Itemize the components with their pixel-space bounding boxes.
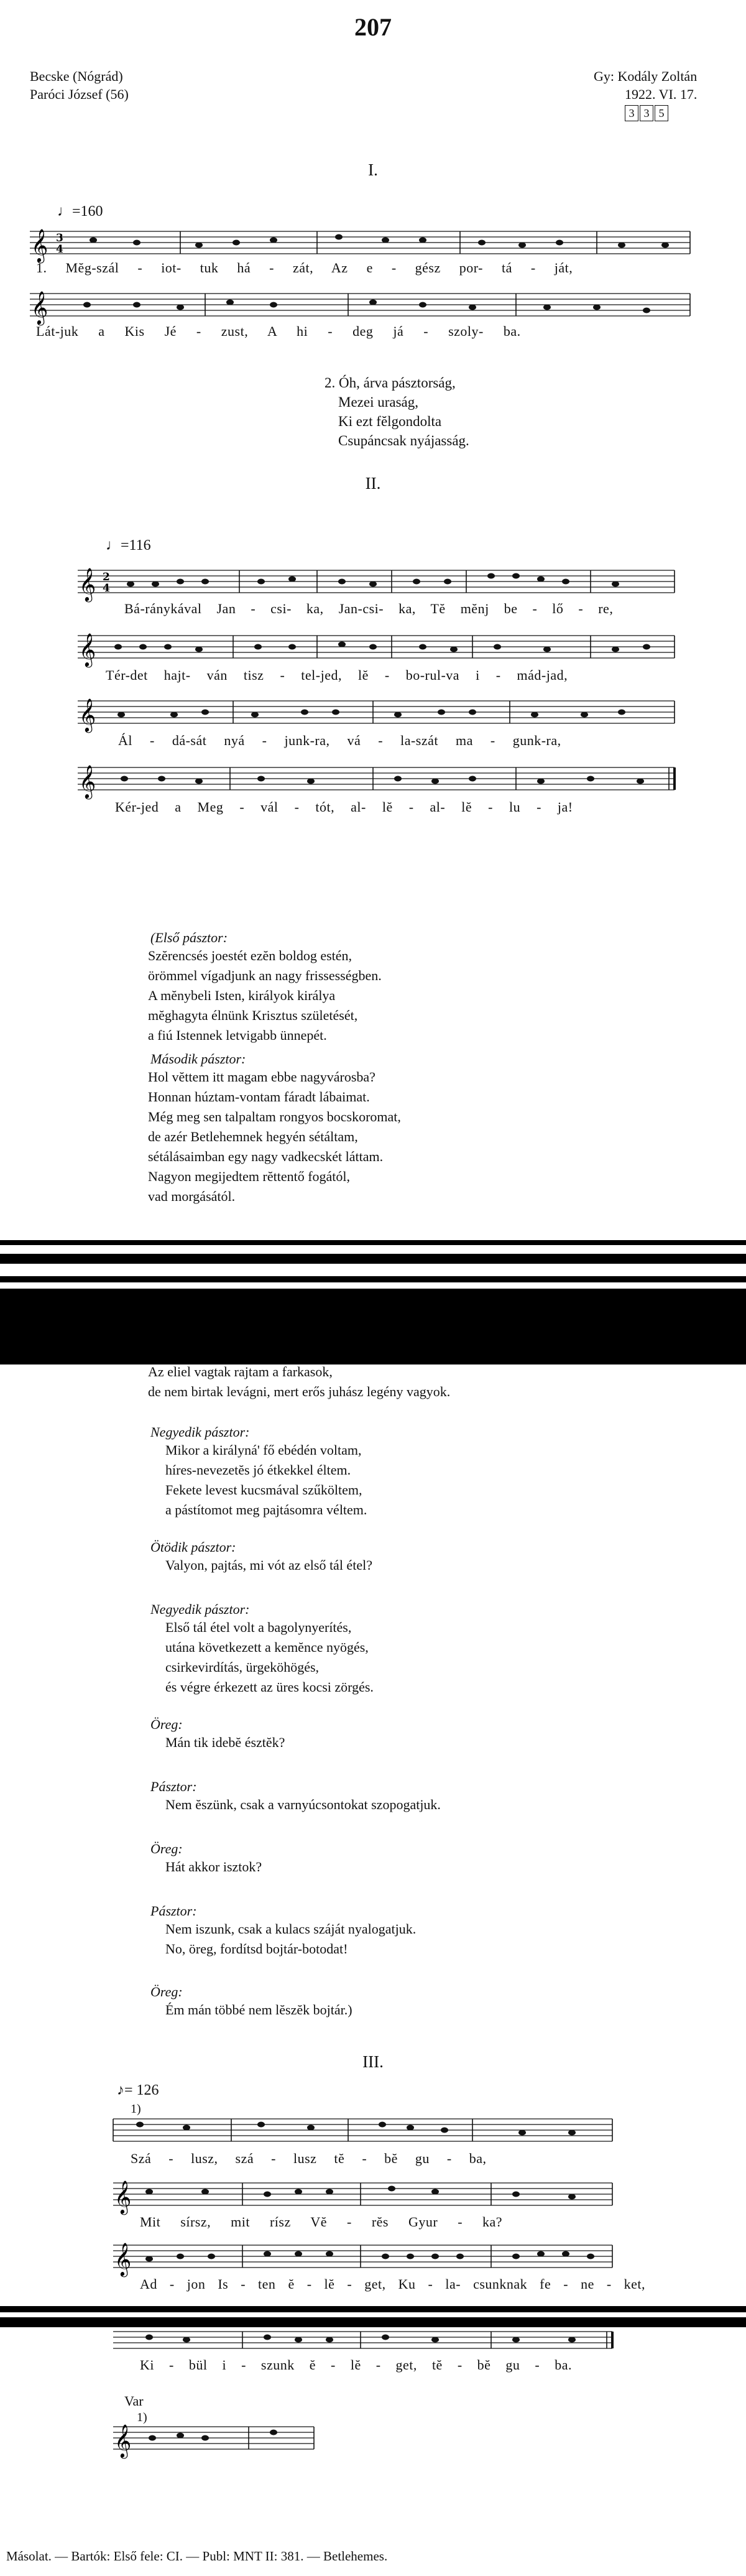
redaction-bar	[0, 2306, 746, 2312]
footnote-mark: 1)	[137, 2411, 147, 2424]
dialogue-block-1	[143, 930, 382, 1045]
speech-text: Hát akkor isztok?	[165, 1859, 262, 1874]
verse-2: 2. Óh, árva pásztorság, Mezei uraság, Ki ezt fĕlgondolta Csupáncsak nyájasság.	[325, 375, 469, 448]
collection-date: 1922. VI. 17.	[625, 86, 698, 102]
music-staff-2-3	[0, 693, 746, 737]
music-staff-2-2	[0, 628, 746, 672]
speaker-label: Pásztor:	[150, 1779, 197, 1794]
speech-text: Ém mán többé nem lĕszĕk bojtár.)	[165, 2002, 352, 2018]
collection-singer: Paróci József (56)	[30, 86, 129, 102]
speech-text: Valyon, pajtás, mi vót az első tál étel?	[165, 1557, 372, 1573]
source-footer: Másolat. — Bartók: Első fele: CI. — Publ: MNT II: 381. — Betlehemes.	[6, 2549, 388, 2564]
svg-text:4: 4	[56, 243, 63, 256]
collector-name: Gy: Kodály Zoltán	[594, 68, 698, 84]
svg-text:2: 2	[103, 571, 110, 583]
dialogue-block-2	[143, 1051, 401, 1207]
quarter-note-icon: ♩	[57, 203, 72, 220]
catalog-boxes	[594, 103, 697, 121]
speech-text: Mán tik idebĕ észtĕk?	[165, 1735, 285, 1750]
section-title-2: II.	[365, 474, 381, 493]
treble-clef-icon: 𝄞	[31, 228, 48, 262]
speech-text: Első tál étel volt a bagolynyerítés, utána következett a kemĕnce nyögés, csirkevirdítás, ürgeköhögés, és végre érkezett az üres kocsi zörgés.	[165, 1619, 374, 1695]
speaker-label: Második pásztor:	[150, 1051, 246, 1067]
speaker-label: Negyedik pásztor:	[150, 1424, 250, 1440]
music-staff-3-3	[0, 2238, 746, 2281]
lyric-line-3-1: Szá - lusz, szá - lusz tĕ - bĕ gu - ba,	[131, 2151, 487, 2166]
dialogue-block-3: Az eliel vagtak rajtam a farkasok, de nem birtak levágni, mert erős juhász legény vagyok.	[148, 1364, 451, 1399]
lyric-line-3-2: Mit sírsz, mit rísz Vĕ - rĕs Gyur - ka?	[140, 2214, 503, 2230]
lyric-line-1-2: Lát-juk a Kis Jé - zust, A hi - deg já - szoly- ba.	[36, 323, 521, 339]
treble-clef-icon: 𝄞	[114, 2424, 132, 2457]
music-staff-2-4	[0, 760, 746, 804]
treble-clef-icon: 𝄞	[114, 2180, 132, 2213]
dialogue-block-8	[143, 1779, 441, 1815]
collection-location: Becske (Nógrád)	[30, 68, 123, 84]
treble-clef-icon: 𝄞	[79, 567, 96, 601]
dialogue-block-7	[143, 1717, 285, 1753]
music-staff-3-2	[0, 2175, 746, 2219]
speaker-label: Ötödik pásztor:	[150, 1539, 236, 1555]
treble-clef-icon: 𝄞	[79, 632, 96, 666]
redaction-block	[0, 1289, 746, 1364]
variant-label: Var	[124, 2393, 144, 2409]
svg-text:3: 3	[56, 232, 63, 244]
variant-staff	[0, 2419, 746, 2463]
redaction-bar	[0, 1254, 746, 1264]
lyric-line-2-3: Ál - dá-sát nyá - junk-ra, vá - la-szát ma - gunk-ra,	[118, 733, 561, 748]
speaker-label: Öreg:	[150, 1984, 183, 1999]
tempo-marking-2: ♩=116	[106, 537, 151, 554]
lyric-line-2-2: Tér-det hajt- ván tisz - tel-jed, lĕ - bo-rul-va i - mád-jad,	[106, 667, 568, 683]
collection-info	[30, 67, 129, 103]
redaction-bar	[0, 1276, 746, 1282]
speaker-label: (Első pásztor:	[150, 930, 228, 945]
speech-text: Szĕrencsés joestét ezĕn boldog estén, örömmel vígadjunk an nagy frissességben. A mĕnybeli Isten, királyok királya mĕghagyta élnünk Krisztus születését, a fiú Istennek letvigabb ünnepét.	[148, 948, 382, 1043]
speech-text: Mikor a királyná' fő ebédén voltam, híres-nevezetĕs jó étkekkel éltem. Fekete levest kucsmával szűköltem, a pástítomot meg pajtásomra véltem.	[165, 1442, 367, 1517]
redaction-bar	[0, 1240, 746, 1245]
treble-clef-icon: 𝄞	[31, 290, 48, 324]
catalog-box: 3	[640, 105, 653, 121]
page-number: 207	[354, 13, 392, 41]
treble-clef-icon: 𝄞	[114, 2242, 132, 2276]
lyric-line-3-3: Ad - jon Is - ten ĕ - lĕ - get, Ku - la- csunknak fe - ne - ket,	[140, 2276, 646, 2292]
speaker-label: Öreg:	[150, 1717, 183, 1732]
eighth-note-icon: ♪	[117, 2082, 124, 2098]
lyric-line-2-1: Bá-ránykával Jan - csi- ka, Jan-csi- ka, Tĕ mĕnj be - lő - re,	[124, 601, 614, 616]
lyric-line-2-4: Kér-jed a Meg - vál - tót, al- lĕ - al- lĕ - lu - ja!	[115, 799, 573, 815]
treble-clef-icon: 𝄞	[79, 764, 96, 798]
speaker-label: Negyedik pásztor:	[150, 1601, 250, 1617]
music-staff-3-4	[0, 2319, 746, 2362]
dialogue-block-4	[143, 1424, 367, 1520]
lyric-line-1-1: 1. Mĕg-szál - iot- tuk há - zát, Az e - gész por- tá - ját,	[36, 260, 573, 276]
catalog-box: 3	[625, 105, 638, 121]
dialogue-block-10	[143, 1903, 416, 1959]
catalog-box: 5	[655, 105, 668, 121]
music-staff-3-1	[0, 2111, 746, 2155]
music-staff-2-1	[0, 563, 746, 606]
speech-text: Nem iszunk, csak a kulacs száját nyalogatjuk. No, öreg, fordítsd bojtár-botodat!	[165, 1921, 417, 1957]
treble-clef-icon: 𝄞	[79, 698, 96, 731]
dialogue-block-5	[143, 1539, 372, 1575]
lyric-line-3-4: Ki - bül i - szunk ĕ - lĕ - get, tĕ - bĕ gu - ba.	[140, 2357, 573, 2373]
section-title-1: I.	[368, 160, 378, 179]
footnote-mark: 1)	[131, 2102, 141, 2116]
dialogue-block-6	[143, 1601, 374, 1697]
dialogue-block-11	[143, 1984, 352, 2020]
speech-text: Hol vĕttem itt magam ebbe nagyvárosba? Honnan húztam-vontam fáradt lábaimat. Még meg sen talpaltam rongyos bocskoromat, de azér Betlehemnek hegyén sétáltam, sétálásaimban egy nagy vadkecskét láttam. Nagyon megijedtem rĕttentő fogától, vad morgásától.	[148, 1069, 401, 1204]
speaker-label: Pásztor:	[150, 1903, 197, 1919]
dialogue-block-9	[143, 1841, 262, 1877]
speaker-label: Öreg:	[150, 1841, 183, 1856]
collector-info	[594, 67, 697, 121]
section-title-3: III.	[362, 2052, 384, 2071]
speech-text: Nem ĕszünk, csak a varnyúcsontokat szopogatjuk.	[165, 1797, 441, 1812]
tempo-marking-3: ♪= 126	[117, 2082, 159, 2098]
tempo-marking-1: ♩=160	[57, 203, 103, 220]
quarter-note-icon: ♩	[106, 537, 121, 554]
svg-text:4: 4	[103, 582, 110, 595]
